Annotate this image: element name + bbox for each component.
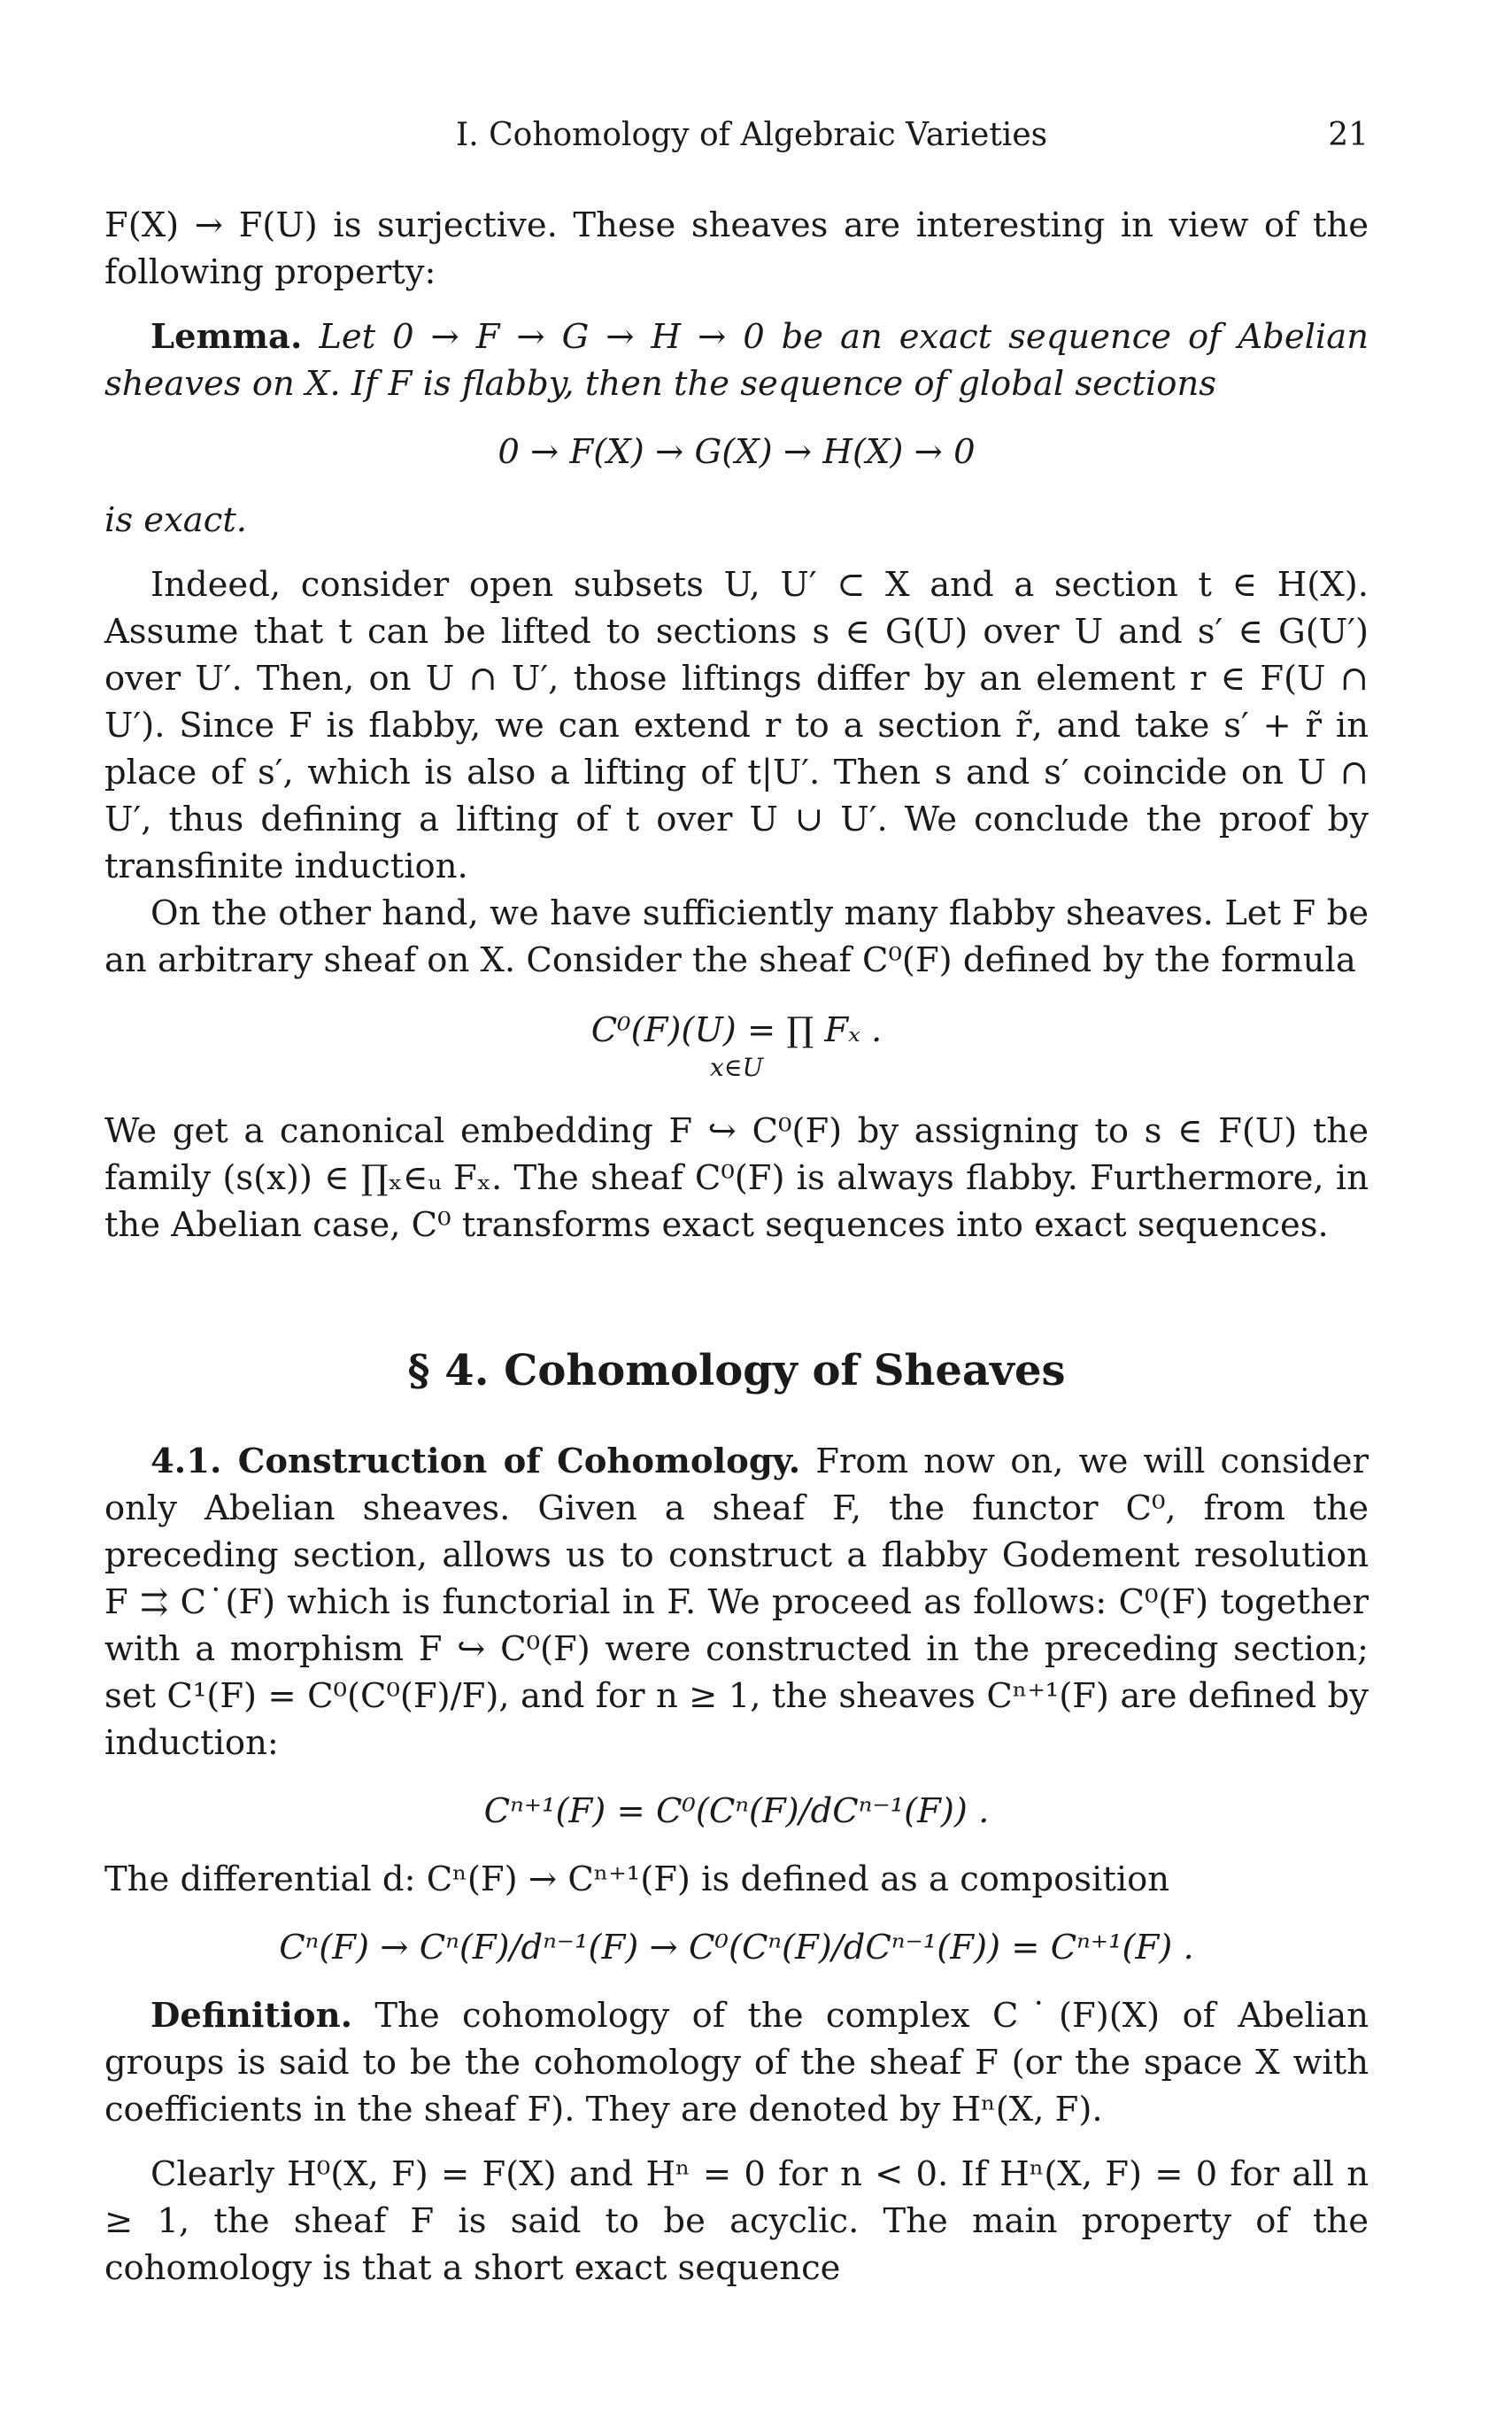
page-number: 21 bbox=[1328, 117, 1369, 153]
paragraph-proof: Indeed, consider open subsets U, U′ ⊂ X and a section t ∈ H(X). Assume that t can be lifted to sections s ∈ G(U) over U and s′ ∈ G(U′) over U′. Then, on U ∩ U′, those liftings differ by an element r ∈ F(U ∩ U′). Since F is flabby, we can extend r to a section r̃, and take s′ + r̃ in place of s′, which is also a lifting of t|U′. Then s and s′ coincide on U ∩ U′, thus defining a lifting of t over U ∪ U′. We conclude the proof by transfinite induction. bbox=[104, 565, 1369, 886]
definition bbox=[104, 1992, 1369, 2133]
paragraph-intro: F(X) → F(U) is surjective. These sheaves are interesting in view of the following property: bbox=[104, 205, 1369, 292]
running-head bbox=[0, 117, 1512, 170]
lemma-label: Lemma. bbox=[150, 317, 303, 357]
paragraph-embedding: We get a canonical embedding F ↪ C⁰(F) by assigning to s ∈ F(U) the family (s(x)) ∈ ∏ₓ∈ᵤ Fₓ. The sheaf C⁰(F) is always flabby. Furthermore, in the Abelian case, C⁰ transforms exact sequences into exact sequences. bbox=[104, 1111, 1369, 1245]
definition-text: The cohomology of the complex C˙(F)(X) of Abelian groups is said to be the cohomology of the sheaf F (or the space X with coefficients in the sheaf F). They are denoted by Hⁿ(X, F). bbox=[104, 1996, 1369, 2130]
section-title: § 4. Cohomology of Sheaves bbox=[407, 1346, 1066, 1395]
body-text bbox=[104, 202, 1369, 2292]
paragraph-construction-text: From now on, we will consider only Abelian sheaves. Given a sheaf F, the functor C⁰, from the preceding section, allows us to construct a flabby Godement resolution F ⇉ C˙(F) which is functorial in F. We proceed as follows: C⁰(F) together with a morphism F ↪ C⁰(F) were constructed in the preceding section; set C¹(F) = C⁰(C⁰(F)/F), and for n ≥ 1, the sheaves Cⁿ⁺¹(F) are defined by induction: bbox=[104, 1442, 1369, 1763]
subsection-label: 4.1. Construction of Cohomology. bbox=[150, 1442, 801, 1481]
running-title: I. Cohomology of Algebraic Varieties bbox=[456, 117, 1048, 153]
paragraph-flabby-sheaves: On the other hand, we have sufficiently many flabby sheaves. Let F be an arbitrary sheaf on X. Consider the sheaf C⁰(F) defined by the formula bbox=[104, 893, 1369, 980]
definition-label: Definition. bbox=[150, 1996, 352, 2036]
lemma-end: is exact. bbox=[104, 500, 248, 540]
formula-godement-main: C⁰(F)(U) = ∏ Fₓ . bbox=[590, 1010, 883, 1050]
paragraph-differential: The differential d: Cⁿ(F) → Cⁿ⁺¹(F) is defined as a composition bbox=[104, 1859, 1170, 1899]
paragraph-acyclic: Clearly H⁰(X, F) = F(X) and Hⁿ = 0 for n < 0. If Hⁿ(X, F) = 0 for all n ≥ 1, the sheaf F is said to be acyclic. The main property of the cohomology is that a short exact sequence bbox=[104, 2154, 1369, 2288]
lemma-display-formula: 0 → F(X) → G(X) → H(X) → 0 bbox=[498, 432, 976, 472]
formula-godement-subscript: x∈U bbox=[709, 1053, 764, 1082]
formula-godement bbox=[104, 1007, 1369, 1081]
lemma-text: Let 0 → F → G → H → 0 be an exact sequence of Abelian sheaves on X. If F is flabby, then the sequence of global sections bbox=[104, 317, 1369, 404]
paragraph-construction bbox=[104, 1438, 1369, 1766]
formula-composition: Cⁿ(F) → Cⁿ(F)/dⁿ⁻¹(F) → C⁰(Cⁿ(F)/dCⁿ⁻¹(F)) = Cⁿ⁺¹(F) . bbox=[279, 1928, 1194, 1967]
lemma bbox=[104, 313, 1369, 407]
formula-induction: Cⁿ⁺¹(F) = C⁰(Cⁿ(F)/dCⁿ⁻¹(F)) . bbox=[483, 1791, 990, 1831]
